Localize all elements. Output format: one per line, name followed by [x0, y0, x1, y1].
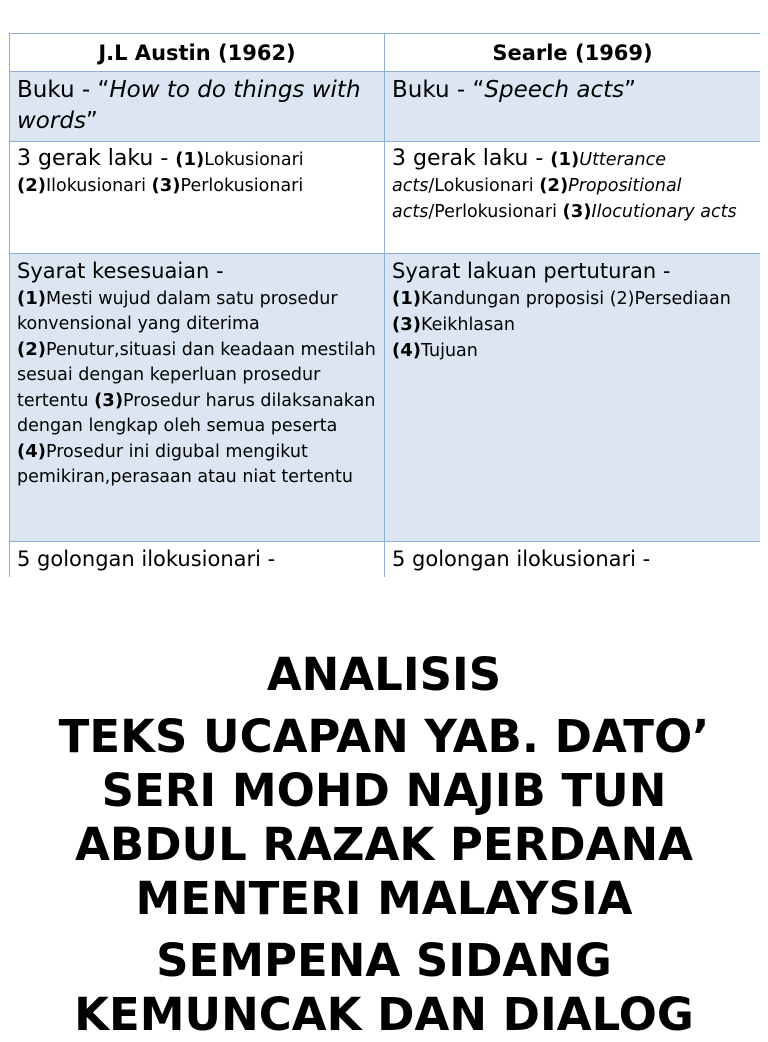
- comparison-table-viewport: [9, 33, 760, 577]
- cell-austin-syarat: Syarat kesesuaian - (1)Mesti wujud dalam satu prosedur konvensional yang diterima (2)Penutur,situasi dan keadaan mestilah sesuai dengan keperluan prosedur tertentu (3)Prosedur harus dilaksanakan dengan lengkap oleh semua peserta (4)Prosedur ini digubal mengikut pemikiran,perasaan atau niat tertentu: [10, 254, 385, 542]
- heading-line-analisis: ANALISIS: [266, 648, 502, 701]
- heading-line-2: TEKS UCAPAN YAB. DATO’: [58, 710, 710, 763]
- heading-line-6: SEMPENA SIDANG: [156, 934, 612, 987]
- heading-line-5: MENTERI MALAYSIA: [135, 872, 633, 925]
- heading-line-3: SERI MOHD NAJIB TUN: [101, 764, 667, 817]
- table-header-row: [10, 34, 761, 72]
- comparison-table: [9, 33, 760, 577]
- table-row-gerak-laku: [10, 142, 761, 254]
- cell-austin-buku: Buku - “How to do things with words”: [10, 72, 385, 142]
- heading-line-7: KEMUNCAK DAN DIALOG: [74, 988, 694, 1041]
- cell-searle-syarat: Syarat lakuan pertuturan - (1)Kandungan proposisi (2)Persediaan (3)Keikhlasan (4)Tujuan: [385, 254, 761, 542]
- slide-heading: [0, 648, 768, 1042]
- cell-austin-gerak-laku: 3 gerak laku - (1)Lokusionari (2)Ilokusionari (3)Perlokusionari: [10, 142, 385, 254]
- cell-searle-gerak-laku: 3 gerak laku - (1)Utterance acts/Lokusionari (2)Propositional acts/Perlokusionari (3)Ilocutionary acts: [385, 142, 761, 254]
- table-row-golongan: [10, 542, 761, 578]
- heading-line-4: ABDUL RAZAK PERDANA: [75, 818, 693, 871]
- cell-searle-golongan: 5 golongan ilokusionari -: [385, 542, 761, 578]
- table-row-syarat: [10, 254, 761, 542]
- cell-austin-golongan: 5 golongan ilokusionari -: [10, 542, 385, 578]
- header-searle: Searle (1969): [385, 34, 761, 72]
- table-row-buku: [10, 72, 761, 142]
- cell-searle-buku: Buku - “Speech acts”: [385, 72, 761, 142]
- header-austin: J.L Austin (1962): [10, 34, 385, 72]
